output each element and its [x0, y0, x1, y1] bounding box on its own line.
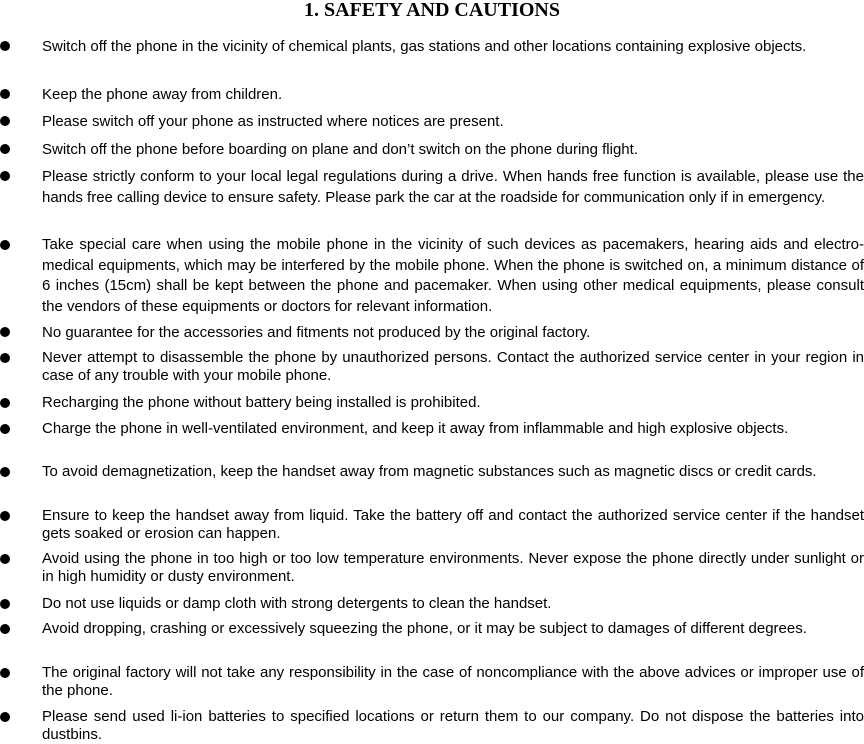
bullet-icon	[0, 712, 10, 722]
bullet-icon	[0, 116, 10, 126]
list-item-text: Charge the phone in well-ventilated environment, and keep it away from inflammable and high explosive objects.	[42, 420, 789, 437]
bullet-icon	[0, 144, 10, 154]
bullet-icon	[0, 398, 10, 408]
list-item-text: Avoid using the phone in too high or too low temperature environments. Never expose the phone directly under sunlight or in high humidity or dusty environment.	[42, 550, 864, 585]
bullet-icon	[0, 41, 10, 51]
bullet-icon	[0, 353, 10, 363]
list-item-text: No guarantee for the accessories and fitments not produced by the original factory.	[42, 324, 591, 341]
bullet-icon	[0, 240, 10, 250]
list-item-text: The original factory will not take any responsibility in the case of noncompliance with the above advices or improper use of the phone.	[42, 664, 864, 699]
list-item-text: Switch off the phone in the vicinity of chemical plants, gas stations and other locations containing explosive objects.	[42, 38, 807, 55]
bullet-icon	[0, 424, 10, 434]
bullet-icon	[0, 511, 10, 521]
list-item-text: Recharging the phone without battery being installed is prohibited.	[42, 394, 481, 411]
list-item-text: Ensure to keep the handset away from liquid. Take the battery off and contact the authorized service center if the handset gets soaked or erosion can happen.	[42, 507, 864, 542]
list-item-text: Keep the phone away from children.	[42, 86, 283, 103]
bullet-icon	[0, 554, 10, 564]
bullet-icon	[0, 668, 10, 678]
bullet-icon	[0, 467, 10, 477]
bullet-icon	[0, 624, 10, 634]
bullet-icon	[0, 171, 10, 181]
list-item-text: Please send used li-ion batteries to specified locations or return them to our company. Do not dispose the batteries into dustbins.	[42, 708, 864, 743]
list-item-text: Please strictly conform to your local legal regulations during a drive. When hands free function is available, please use the hands free calling device to ensure safety. Please park the car at the roadside for communication only if in emergency.	[42, 168, 864, 206]
list-item-text: Please switch off your phone as instructed where notices are present.	[42, 113, 504, 130]
bullet-icon	[0, 89, 10, 99]
list-item-text: Never attempt to disassemble the phone by unauthorized persons. Contact the authorized service center in your region in case of any trouble with your mobile phone.	[42, 349, 864, 384]
bullet-icon	[0, 327, 10, 337]
list-item-text: Avoid dropping, crashing or excessively squeezing the phone, or it may be subject to damages of different degrees.	[42, 620, 807, 637]
section-title: 1. SAFETY AND CAUTIONS	[304, 0, 560, 21]
bullet-icon	[0, 599, 10, 609]
list-item-text: To avoid demagnetization, keep the handset away from magnetic substances such as magnetic discs or credit cards.	[42, 463, 817, 480]
list-item-text: Do not use liquids or damp cloth with strong detergents to clean the handset.	[42, 595, 552, 612]
list-item-text: Take special care when using the mobile phone in the vicinity of such devices as pacemakers, hearing aids and electro-medical equipments, which may be interfered by the mobile phone. When the phone is switched on, a minimum distance of 6 inches (15cm) shall be kept between the phone and pacemaker. When using other medical equipments, please consult the vendors of these equipments or doctors for relevant information.	[42, 236, 864, 316]
list-item-text: Switch off the phone before boarding on plane and don’t switch on the phone during flight.	[42, 141, 638, 158]
